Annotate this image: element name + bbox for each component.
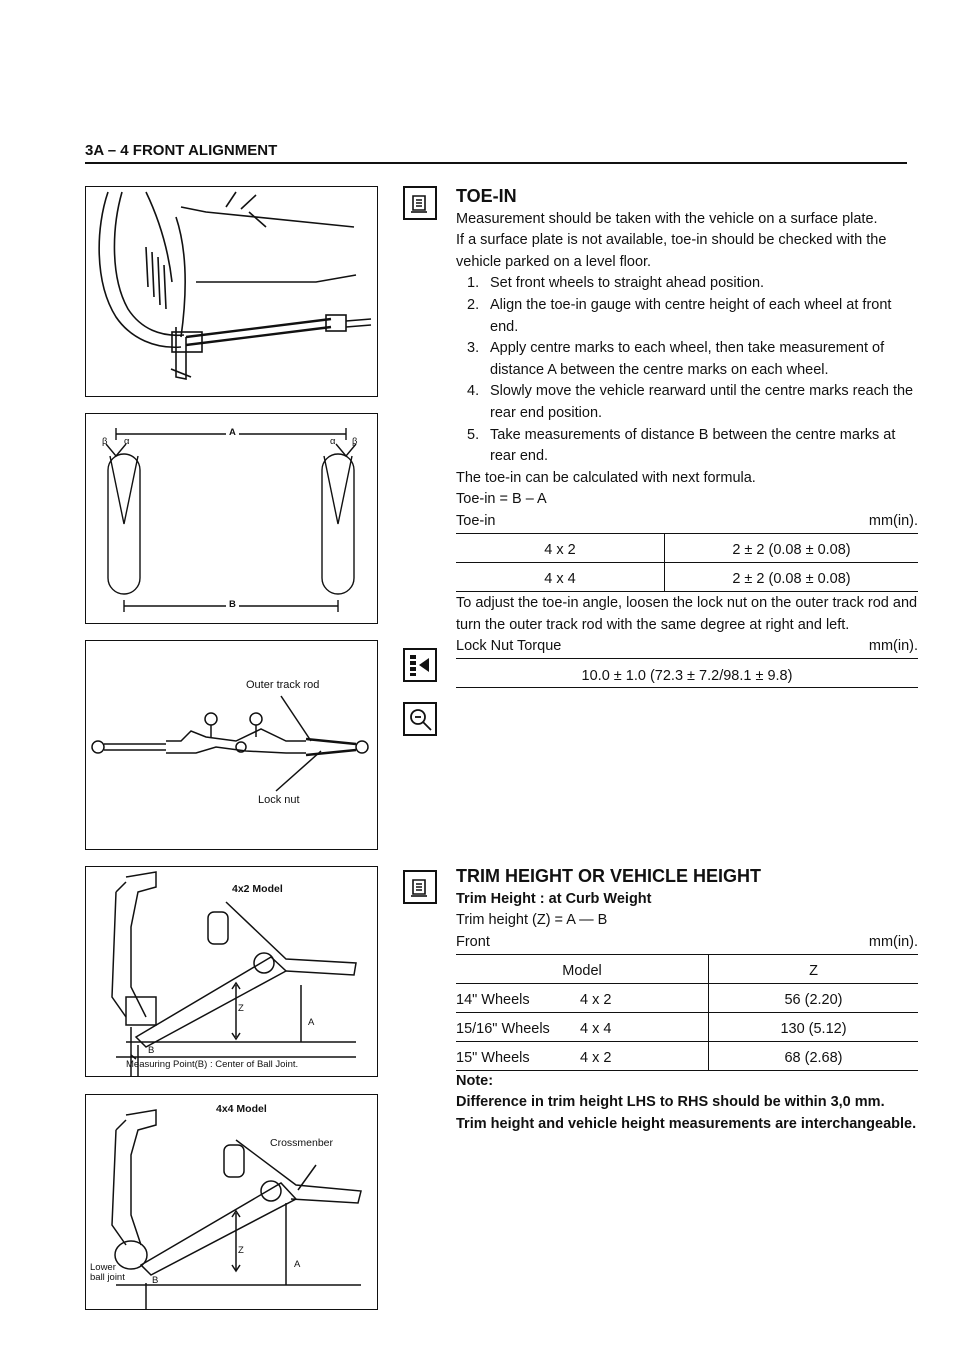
b-label: B: [148, 1045, 155, 1056]
z-label: Z: [238, 1245, 244, 1256]
step-item: 1. Set front wheels to straight ahead position.: [467, 275, 765, 292]
trim-table-unit: mm(in).: [868, 933, 918, 950]
step-item: 3. Apply centre marks to each wheel, then take measurement of distance A between the centre marks on each wheel.: [467, 340, 885, 378]
table-cell-wheels: 15/16" Wheels: [456, 1012, 580, 1041]
model-4x4-figure: [85, 1094, 378, 1310]
toe-in-table-label: Toe-in: [456, 512, 496, 529]
table-cell-z: 130 (5.12): [709, 1012, 919, 1041]
toe-in-steps: [456, 273, 918, 467]
table-cell-model: 4 x 2: [456, 534, 665, 563]
table-cell-drive: 4 x 2: [580, 1041, 709, 1070]
model-4x4-illustration: [86, 1095, 377, 1309]
toe-gauge-illustration: [86, 187, 377, 396]
table-cell-drive: 4 x 4: [580, 1012, 709, 1041]
toe-in-intro-1: Measurement should be taken with the vehicle on a surface plate.: [456, 210, 878, 227]
table-row: [456, 659, 918, 688]
dimension-a-label: A: [226, 427, 239, 438]
outer-track-rod-label: Outer track rod: [246, 679, 320, 691]
table-cell-value: 2 ± 2 (0.08 ± 0.08): [665, 562, 919, 591]
table-cell-value: 2 ± 2 (0.08 ± 0.08): [665, 534, 919, 563]
torque-unit: mm(in).: [868, 638, 918, 655]
trim-height-formula: Trim height (Z) = A — B: [456, 912, 608, 929]
toe-diagram-figure: [85, 413, 378, 624]
note-label: Note:: [456, 1072, 494, 1089]
a-label: A: [294, 1259, 301, 1270]
torque-value: 10.0 ± 1.0 (72.3 ± 7.2/98.1 ± 9.8): [456, 659, 918, 688]
b-label: B: [152, 1275, 159, 1286]
trim-table-label: Front: [456, 933, 490, 950]
table-cell-z: 68 (2.68): [709, 1041, 919, 1070]
table-cell-z: 56 (2.20): [709, 983, 919, 1012]
step-item: 4. Slowly move the vehicle rearward until the centre marks reach the rear end position.: [467, 383, 914, 421]
table-row: [456, 1041, 918, 1070]
step-item: 2. Align the toe-in gauge with centre height of each wheel at front end.: [467, 296, 892, 335]
table-row: [456, 562, 918, 591]
alpha-left-label: α: [124, 436, 130, 447]
trim-height-subtitle: Trim Height : at Curb Weight: [456, 890, 652, 907]
crossmember-label: Crossmenber: [270, 1137, 334, 1149]
toe-gauge-figure: [85, 186, 378, 397]
alpha-right-label: α: [330, 436, 336, 447]
beta-right-label: β: [352, 436, 358, 447]
model-4x2-illustration: [86, 867, 377, 1076]
toe-in-table: [456, 534, 918, 592]
column-header-z: Z: [709, 955, 919, 984]
trim-height-table: [456, 955, 918, 1071]
lower-ball-joint-label: Lower ball joint: [90, 1262, 125, 1283]
column-header-model: Model: [456, 955, 709, 984]
trim-height-section: [456, 866, 918, 1136]
page-title: 3A – 4 FRONT ALIGNMENT: [85, 142, 278, 159]
z-label: Z: [238, 1003, 244, 1014]
step-item: 5. Take measurements of distance B between the centre marks at rear end.: [467, 426, 896, 465]
note-text-1: Difference in trim height LHS to RHS should be within 3,0 mm.: [456, 1094, 885, 1111]
specification-book-icon: [403, 870, 437, 904]
toe-in-table-unit: mm(in).: [868, 512, 918, 529]
toe-in-intro-2: If a surface plate is not available, toe-in should be checked with the vehicle parked on a level floor.: [456, 232, 887, 270]
dimension-b-label: B: [226, 599, 239, 610]
toe-in-section: [456, 186, 918, 688]
track-rod-figure: [85, 640, 378, 850]
table-row: [456, 983, 918, 1012]
lock-nut-label: Lock nut: [258, 794, 300, 806]
toe-in-table-header: [456, 511, 918, 534]
adjust-icon: [403, 648, 437, 682]
table-cell-model: 4 x 4: [456, 562, 665, 591]
specification-book-icon: [403, 186, 437, 220]
track-rod-illustration: [86, 641, 377, 849]
torque-table-header: [456, 636, 918, 659]
toe-in-title: TOE-IN: [456, 186, 517, 206]
torque-table: [456, 659, 918, 688]
model-4x2-title: 4x2 Model: [232, 883, 283, 895]
torque-wrench-icon: [403, 702, 437, 736]
beta-left-label: β: [102, 436, 108, 447]
page-header: [85, 142, 907, 164]
table-row: [456, 1012, 918, 1041]
table-cell-drive: 4 x 2: [580, 983, 709, 1012]
table-cell-wheels: 14" Wheels: [456, 983, 580, 1012]
note-text-2: Trim height and vehicle height measurements are interchangeable.: [456, 1115, 917, 1132]
trim-table-header: [456, 932, 918, 955]
toe-in-formula: Toe-in = B – A: [456, 491, 547, 508]
table-cell-wheels: 15" Wheels: [456, 1041, 580, 1070]
torque-label: Lock Nut Torque: [456, 638, 562, 655]
model-4x2-figure: [85, 866, 378, 1077]
model-4x4-title: 4x4 Model: [216, 1103, 267, 1115]
a-label: A: [308, 1017, 315, 1028]
formula-intro: The toe-in can be calculated with next formula.: [456, 469, 756, 486]
measuring-point-caption: Measuring Point(B) : Center of Ball Joint.: [126, 1059, 299, 1070]
table-header-row: [456, 955, 918, 984]
trim-height-title: TRIM HEIGHT OR VEHICLE HEIGHT: [456, 866, 762, 886]
table-row: [456, 534, 918, 563]
adjust-instructions: To adjust the toe-in angle, loosen the lock nut on the outer track rod and turn the outer track rod with the same degree at right and left.: [456, 594, 918, 633]
